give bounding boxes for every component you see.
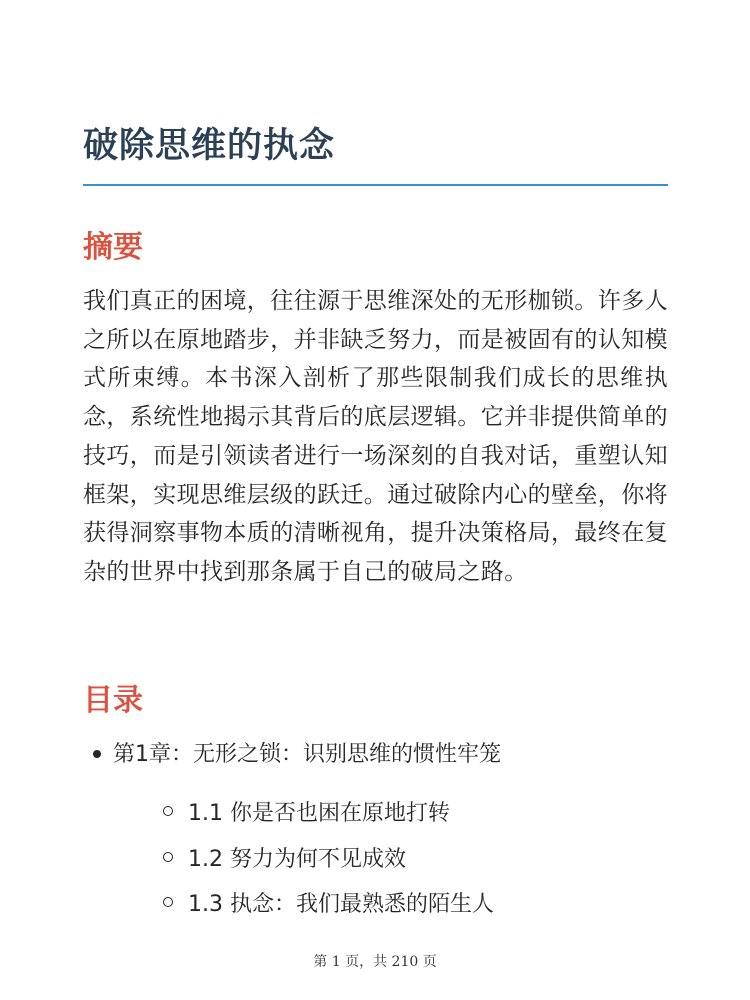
bullet-ring-icon [163,852,173,862]
toc-section-item[interactable] [188,887,494,918]
toc-chapter-label: 第1章：无形之锁：识别思维的惯性牢笼 [113,742,501,767]
toc-section-label: 1.2 努力为何不见成效 [188,847,406,872]
document-title: 破除思维的执念 [83,126,336,166]
title-divider [83,184,668,186]
toc-section-label: 1.3 执念：我们最熟悉的陌生人 [188,892,494,917]
toc-heading: 目录 [83,683,143,718]
bullet-ring-icon [163,806,173,816]
toc-section-label: 1.1 你是否也困在原地打转 [188,801,450,826]
toc-chapter-item[interactable] [113,737,501,768]
page-number-footer: 第 1 页，共 210 页 [313,954,437,970]
toc-section-item[interactable] [188,842,406,873]
bullet-dot-icon [93,750,101,758]
toc-section-item[interactable] [188,796,450,827]
bullet-ring-icon [163,897,173,907]
abstract-paragraph: 我们真正的困境，往往源于思维深处的无形枷锁。许多人之所以在原地踏步，并非缺乏努力，而是被固有的认知模式所束缚。本书深入剖析了那些限制我们成长的思维执念，系统性地揭示其背后的底层逻辑。它并非提供简单的技巧，而是引领读者进行一场深刻的自我对话，重塑认知框架，实现思维层级的跃迁。通过破除内心的壁垒，你将获得洞察事物本质的清晰视角，提升决策格局，最终在复杂的世界中找到那条属于自己的破局之路。 [83,288,668,585]
abstract-heading: 摘要 [83,230,143,265]
